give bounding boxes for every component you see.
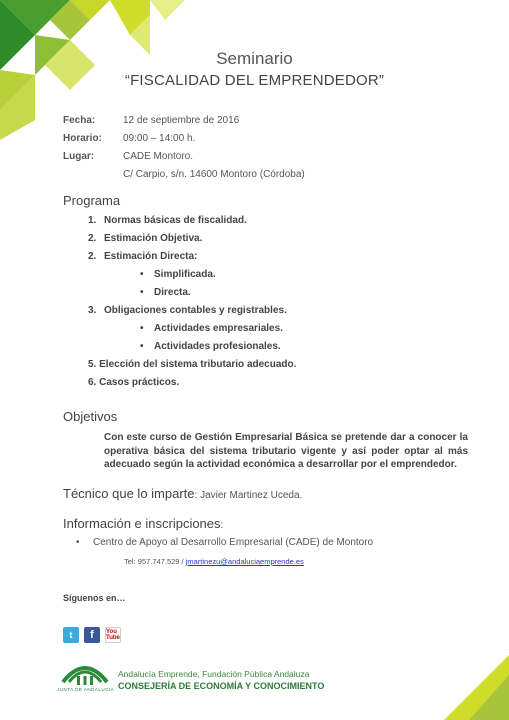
list-item: • Directa.	[140, 286, 191, 298]
page-title: Seminario	[216, 49, 293, 68]
list-item: 6. Casos prácticos.	[88, 376, 180, 388]
fecha-label: Fecha:	[63, 114, 96, 126]
fecha-value: 12 de septiembre de 2016	[123, 114, 240, 126]
twitter-icon[interactable]: t	[63, 627, 79, 643]
junta-andalucia-logo-icon	[55, 652, 115, 692]
objetivos-text: Con este curso de Gestión Empresarial Básica se pretende dar a conocer la operativa básica del sistema tributario vigente y así poder optar al más adecuado según la actividad económica a desarrollar por el emprendedor.	[104, 432, 468, 470]
objetivos-heading: Objetivos	[63, 409, 118, 424]
tecnico-line	[63, 486, 302, 501]
horario-value: 09:00 – 14:00 h.	[123, 132, 196, 144]
list-item: 2. Estimación Objetiva.	[88, 232, 203, 244]
list-item: • Actividades profesionales.	[140, 340, 281, 352]
lugar-label: Lugar:	[63, 150, 95, 162]
centro-item	[76, 537, 373, 548]
siguenos-label: Síguenos en…	[63, 593, 126, 603]
horario-row	[63, 129, 305, 147]
horario-label: Horario:	[63, 132, 102, 144]
tecnico-value: : Javier Martinez Uceda.	[194, 490, 303, 501]
page-subtitle: “FISCALIDAD DEL EMPRENDEDOR”	[124, 72, 385, 89]
list-item: • Actividades empresariales.	[140, 322, 283, 334]
youtube-icon[interactable]: You Tube	[106, 629, 120, 641]
informacion-line	[63, 516, 223, 531]
list-item: • Simplificada.	[140, 268, 216, 280]
address-row	[63, 165, 305, 183]
lugar-value: CADE Montoro.	[123, 150, 194, 162]
informacion-colon: :	[220, 520, 224, 531]
bullet: •	[76, 537, 80, 548]
list-item: 3. Obligaciones contables y registrables.	[88, 304, 287, 316]
centro-text: Centro de Apoyo al Desarrollo Empresarial (CADE) de Montoro	[93, 537, 374, 548]
tecnico-heading: Técnico que lo imparte	[63, 486, 195, 501]
org-line-2: CONSEJERÍA DE ECONOMÍA Y CONOCIMIENTO	[118, 681, 325, 691]
event-info	[63, 111, 305, 183]
programa-heading: Programa	[63, 193, 121, 208]
lugar-row	[63, 147, 305, 165]
contact-line	[124, 557, 304, 566]
email-link[interactable]: jmartinezu@andaluciaemprende.es	[185, 557, 304, 566]
list-item: 1. Normas básicas de fiscalidad.	[88, 214, 247, 226]
social-icons	[63, 627, 121, 643]
list-item: 2. Estimación Directa:	[88, 250, 198, 262]
facebook-icon[interactable]: f	[84, 627, 100, 643]
programa-list	[88, 211, 296, 391]
org-line-1: Andalucía Emprende, Fundación Pública Andaluza	[118, 669, 310, 679]
logo-caption: JUNTA DE ANDALUCIA	[57, 687, 115, 692]
fecha-row	[63, 111, 305, 129]
list-item: 5. Elección del sistema tributario adecuado.	[88, 358, 297, 370]
lugar-address: C/ Carpio, s/n. 14600 Montoro (Córdoba)	[123, 168, 305, 180]
corner-decoration-bottom	[444, 655, 509, 720]
tel-text: Tel: 957.747.529 /	[124, 557, 186, 566]
informacion-heading: Información e inscripciones	[63, 516, 221, 531]
